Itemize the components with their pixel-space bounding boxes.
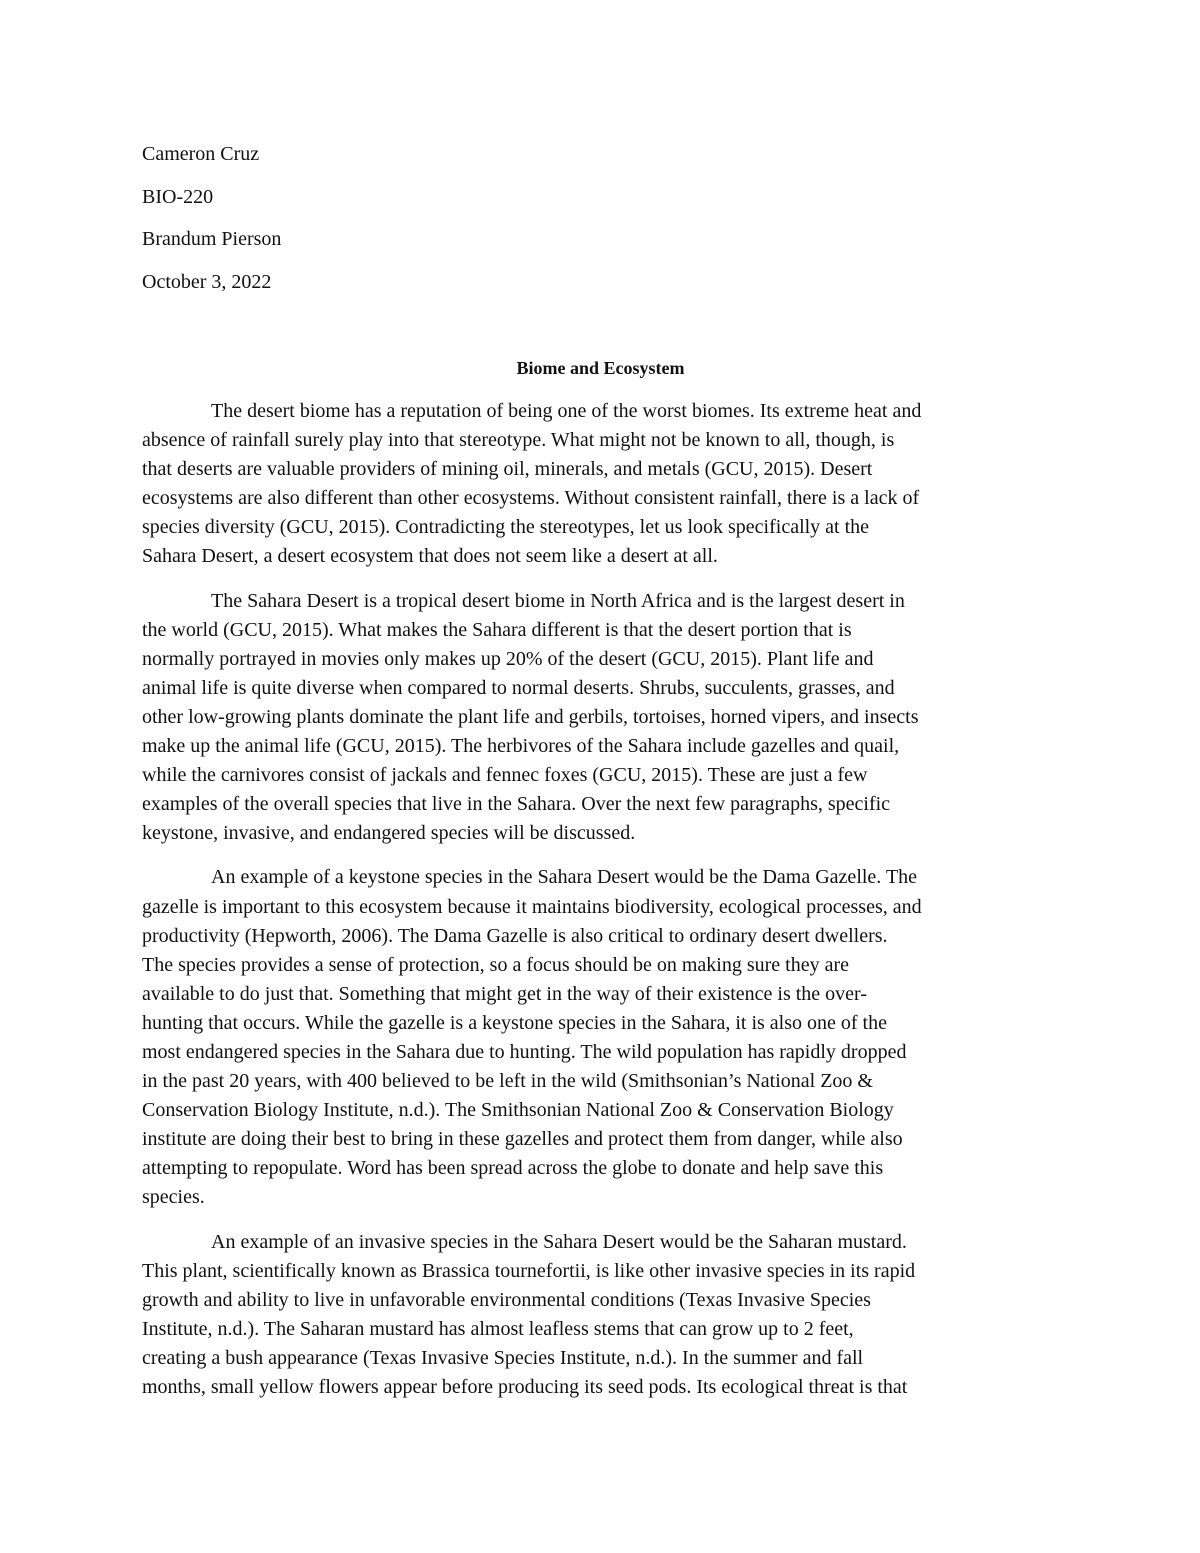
paragraph-line: absence of rainfall surely play into that stereotype. What might not be known to all, though, is (142, 429, 895, 452)
paragraph-line: The desert biome has a reputation of being one of the worst biomes. Its extreme heat and (211, 400, 922, 422)
paragraph-line: The Sahara Desert is a tropical desert biome in North Africa and is the largest desert in (211, 589, 905, 612)
author-name: Cameron Cruz (142, 143, 260, 165)
paragraph-line: keystone, invasive, and endangered species will be discussed. (142, 822, 636, 845)
paragraph-3 (142, 863, 1067, 1212)
paragraph-line: examples of the overall species that live in the Sahara. Over the next few paragraphs, specific (142, 793, 891, 816)
paragraph-line: attempting to repopulate. Word has been spread across the globe to donate and help save this (142, 1157, 884, 1180)
document-title: Biome and Ecosystem (516, 358, 685, 378)
paragraph-line: growth and ability to live in unfavorable environmental conditions (Texas Invasive Species (142, 1288, 871, 1311)
paragraph-line: creating a bush appearance (Texas Invasive Species Institute, n.d.). In the summer and fall (142, 1346, 864, 1369)
paragraph-line: most endangered species in the Sahara due to hunting. The wild population has rapidly dropped (142, 1040, 907, 1063)
paragraph-line: species diversity (GCU, 2015). Contradicting the stereotypes, let us look specifically at the (142, 516, 870, 539)
paragraph-line: make up the animal life (GCU, 2015). The herbivores of the Sahara include gazelles and quail, (142, 735, 900, 758)
paragraph-line: animal life is quite diverse when compared to normal deserts. Shrubs, succulents, grasses, and (142, 676, 895, 699)
document-date: October 3, 2022 (142, 270, 272, 293)
paragraph-line: productivity (Hepworth, 2006). The Dama Gazelle is also critical to ordinary desert dwellers. (142, 924, 888, 947)
document-header (142, 142, 1062, 312)
paragraph-line: institute are doing their best to bring in these gazelles and protect them from danger, while also (142, 1128, 903, 1151)
paragraph-line: normally portrayed in movies only makes up 20% of the desert (GCU, 2015). Plant life and (142, 647, 874, 670)
document-body (142, 397, 1067, 1417)
paragraph-line: The species provides a sense of protection, so a focus should be on making sure they are (142, 953, 850, 976)
paragraph-line: An example of a keystone species in the Sahara Desert would be the Dama Gazelle. The (211, 866, 918, 889)
paragraph-4 (142, 1228, 1067, 1403)
paragraph-line: species. (142, 1186, 205, 1209)
paragraph-line: months, small yellow flowers appear before producing its seed pods. Its ecological threat is that (142, 1376, 908, 1398)
paragraph-line: ecosystems are also different than other ecosystems. Without consistent rainfall, there is a lack of (142, 487, 920, 510)
paragraph-line: An example of an invasive species in the Sahara Desert would be the Saharan mustard. (211, 1230, 907, 1253)
paragraph-line: This plant, scientifically known as Brassica tournefortii, is like other invasive species in its rapid (142, 1259, 916, 1282)
paragraph-line: that deserts are valuable providers of mining oil, minerals, and metals (GCU, 2015). Desert (142, 458, 873, 481)
paragraph-line: while the carnivores consist of jackals and fennec foxes (GCU, 2015). These are just a few (142, 764, 868, 787)
paragraph-line: gazelle is important to this ecosystem because it maintains biodiversity, ecological processes, and (142, 895, 922, 918)
paragraph-line: in the past 20 years, with 400 believed to be left in the wild (Smithsonian’s National Zoo & (142, 1070, 873, 1093)
paragraph-line: other low-growing plants dominate the plant life and gerbils, tortoises, horned vipers, and insects (142, 705, 919, 728)
instructor-name: Brandum Pierson (142, 228, 282, 250)
paragraph-line: Conservation Biology Institute, n.d.). The Smithsonian National Zoo & Conservation Biology (142, 1099, 894, 1122)
paragraph-line: Institute, n.d.). The Saharan mustard has almost leafless stems that can grow up to 2 feet, (142, 1317, 854, 1340)
paragraph-line: the world (GCU, 2015). What makes the Sahara different is that the desert portion that is (142, 618, 852, 641)
paragraph-line: Sahara Desert, a desert ecosystem that does not seem like a desert at all. (142, 545, 718, 568)
paragraph-1 (142, 397, 1067, 572)
paragraph-line: available to do just that. Something that might get in the way of their existence is the over- (142, 982, 867, 1005)
paragraph-2 (142, 587, 1067, 849)
course-code: BIO-220 (142, 185, 214, 208)
paragraph-line: hunting that occurs. While the gazelle is a keystone species in the Sahara, it is also one of the (142, 1011, 887, 1034)
